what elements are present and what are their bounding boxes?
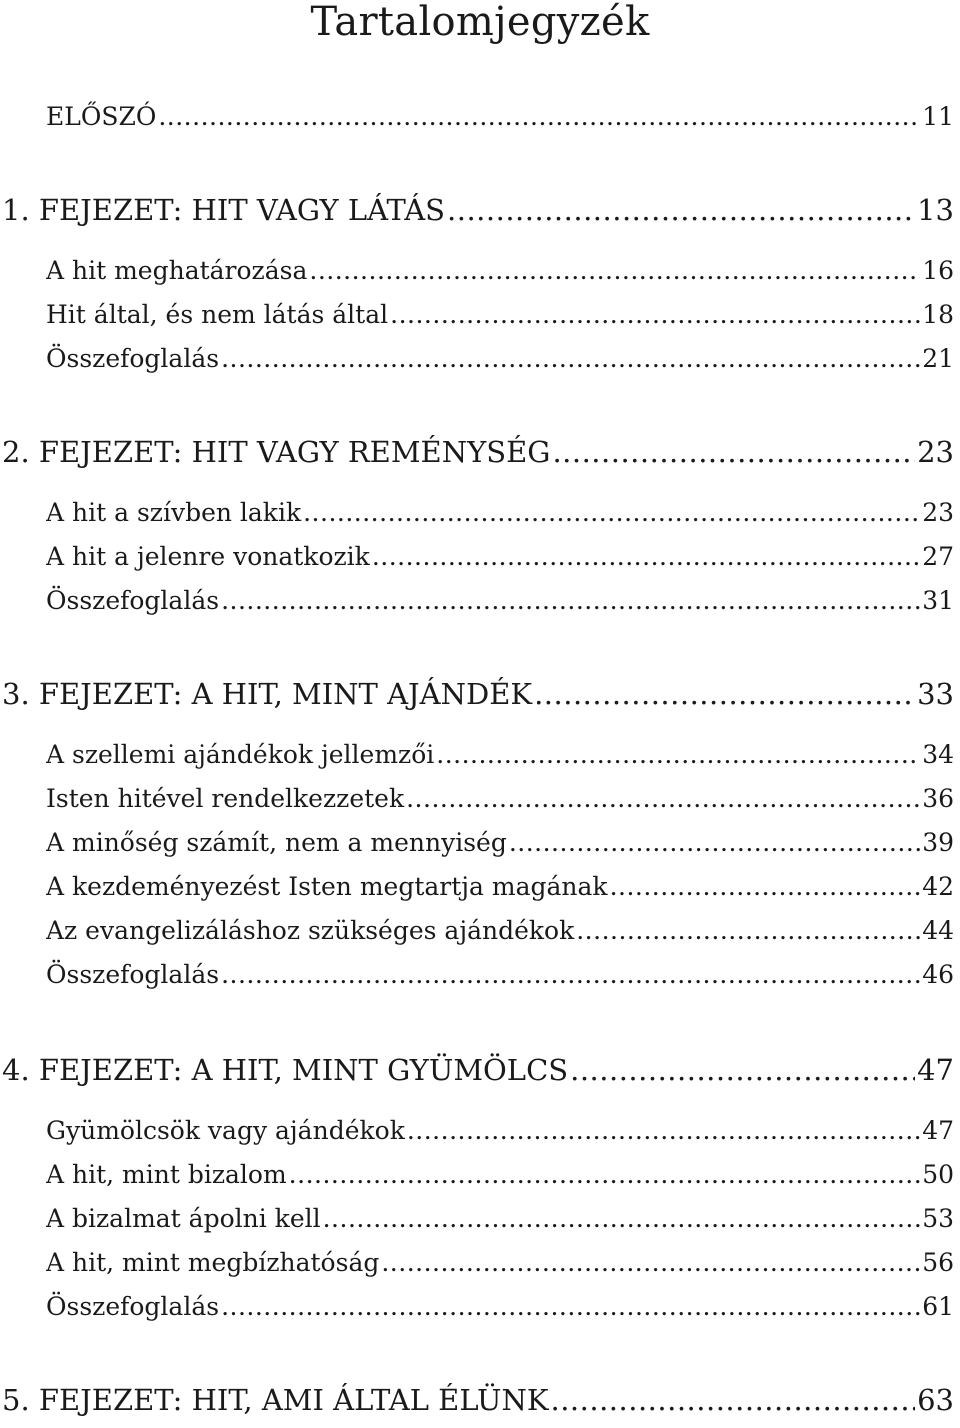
toc-section-entry	[46, 254, 954, 288]
toc-section-entry	[46, 1202, 954, 1236]
toc-section-entry	[46, 738, 954, 772]
dot-leader	[372, 540, 920, 574]
toc-entry-label: Isten hitével rendelkezzetek	[46, 784, 405, 813]
toc-page-number: 18	[922, 300, 954, 329]
toc-section-entry	[46, 100, 954, 134]
toc-page-number: 50	[922, 1160, 954, 1189]
toc-entry-label: A szellemi ajándékok jellemzői	[46, 740, 435, 769]
toc-entry-label: Gyümölcsök vagy ajándékok	[46, 1116, 405, 1145]
dot-leader	[158, 100, 920, 134]
toc-page-number: 36	[922, 784, 954, 813]
toc-section-entry	[46, 298, 954, 332]
toc-page-number: 47	[922, 1116, 954, 1145]
toc-page-number: 34	[922, 740, 954, 769]
toc-page-number: 27	[922, 542, 954, 571]
toc-chapter-entry	[2, 1050, 954, 1090]
toc-chapter-entry	[2, 674, 954, 714]
toc-section-entry	[46, 584, 954, 618]
dot-leader	[610, 870, 921, 904]
toc-section-entry	[46, 958, 954, 992]
toc-section-entry	[46, 826, 954, 860]
dot-leader	[551, 1380, 916, 1420]
toc-section-entry	[46, 496, 954, 530]
page-title: Tartalomjegyzék	[310, 0, 650, 45]
toc-section-entry	[46, 540, 954, 574]
toc-page-number: 63	[917, 1383, 954, 1417]
toc-entry-label: Az evangelizáláshoz szükséges ajándékok	[46, 916, 575, 945]
dot-leader	[407, 1114, 920, 1148]
dot-leader	[406, 782, 920, 816]
toc-entry-label: A hit a jelenre vonatkozik	[46, 542, 370, 571]
toc-entry-label: ELŐSZÓ	[46, 102, 157, 131]
toc-entry-label: A kezdeményezést Isten megtartja magának	[46, 872, 608, 901]
dot-leader	[534, 674, 915, 714]
toc-page-number: 44	[922, 916, 954, 945]
toc-section-entry	[46, 342, 954, 376]
toc-entry-label: Hit által, és nem látás által	[46, 300, 389, 329]
dot-leader	[509, 826, 920, 860]
toc-page-number: 23	[917, 435, 954, 469]
toc-entry-label: Összefoglalás	[46, 960, 220, 989]
toc-page-number: 42	[922, 872, 954, 901]
dot-leader	[309, 254, 920, 288]
dot-leader	[552, 432, 915, 472]
toc-entry-label: A hit, mint megbízhatóság	[46, 1248, 380, 1277]
dot-leader	[221, 584, 920, 618]
dot-leader	[289, 1158, 921, 1192]
toc-page-number: 39	[922, 828, 954, 857]
dot-leader	[570, 1050, 915, 1090]
toc-page-number: 46	[922, 960, 954, 989]
toc-entry-label: A hit, mint bizalom	[46, 1160, 287, 1189]
toc-entry-label: A minőség számít, nem a mennyiség	[46, 828, 507, 857]
toc-chapter-entry	[2, 432, 954, 472]
dot-leader	[323, 1202, 921, 1236]
toc-entry-label: 1. FEJEZET: HIT VAGY LÁTÁS	[2, 193, 446, 227]
toc-entry-label: Összefoglalás	[46, 586, 220, 615]
toc-section-entry	[46, 914, 954, 948]
toc-page-number: 47	[917, 1053, 954, 1087]
toc-page-number: 56	[922, 1248, 954, 1277]
toc-page-number: 11	[922, 102, 954, 131]
toc-page-number: 33	[917, 677, 954, 711]
toc-entry-label: 5. FEJEZET: HIT, AMI ÁLTAL ÉLÜNK	[2, 1383, 549, 1417]
toc-page-number: 31	[922, 586, 954, 615]
toc-chapter-entry	[2, 190, 954, 230]
toc-page-number: 16	[922, 256, 954, 285]
dot-leader	[221, 342, 920, 376]
toc-section-entry	[46, 1290, 954, 1324]
toc-page-number: 23	[922, 498, 954, 527]
dot-leader	[390, 298, 920, 332]
toc-section-entry	[46, 782, 954, 816]
toc-entry-label: A hit a szívben lakik	[46, 498, 302, 527]
toc-entry-label: A hit meghatározása	[46, 256, 308, 285]
toc-page-number: 53	[922, 1204, 954, 1233]
dot-leader	[576, 914, 920, 948]
toc-chapter-entry	[2, 1380, 954, 1420]
toc-entry-label: Összefoglalás	[46, 1292, 220, 1321]
toc-section-entry	[46, 870, 954, 904]
toc-section-entry	[46, 1246, 954, 1280]
toc-section-entry	[46, 1158, 954, 1192]
toc-entry-label: Összefoglalás	[46, 344, 220, 373]
toc-page-number: 21	[922, 344, 954, 373]
toc-page-number: 13	[917, 193, 954, 227]
dot-leader	[303, 496, 920, 530]
toc-entry-label: 4. FEJEZET: A HIT, MINT GYÜMÖLCS	[2, 1053, 569, 1087]
dot-leader	[221, 1290, 920, 1324]
dot-leader	[381, 1246, 920, 1280]
dot-leader	[221, 958, 920, 992]
dot-leader	[436, 738, 920, 772]
toc-entry-label: 2. FEJEZET: HIT VAGY REMÉNYSÉG	[2, 435, 551, 469]
dot-leader	[447, 190, 915, 230]
toc-entry-label: A bizalmat ápolni kell	[46, 1204, 321, 1233]
toc-section-entry	[46, 1114, 954, 1148]
toc-page-number: 61	[922, 1292, 954, 1321]
toc-entry-label: 3. FEJEZET: A HIT, MINT AJÁNDÉK	[2, 677, 533, 711]
